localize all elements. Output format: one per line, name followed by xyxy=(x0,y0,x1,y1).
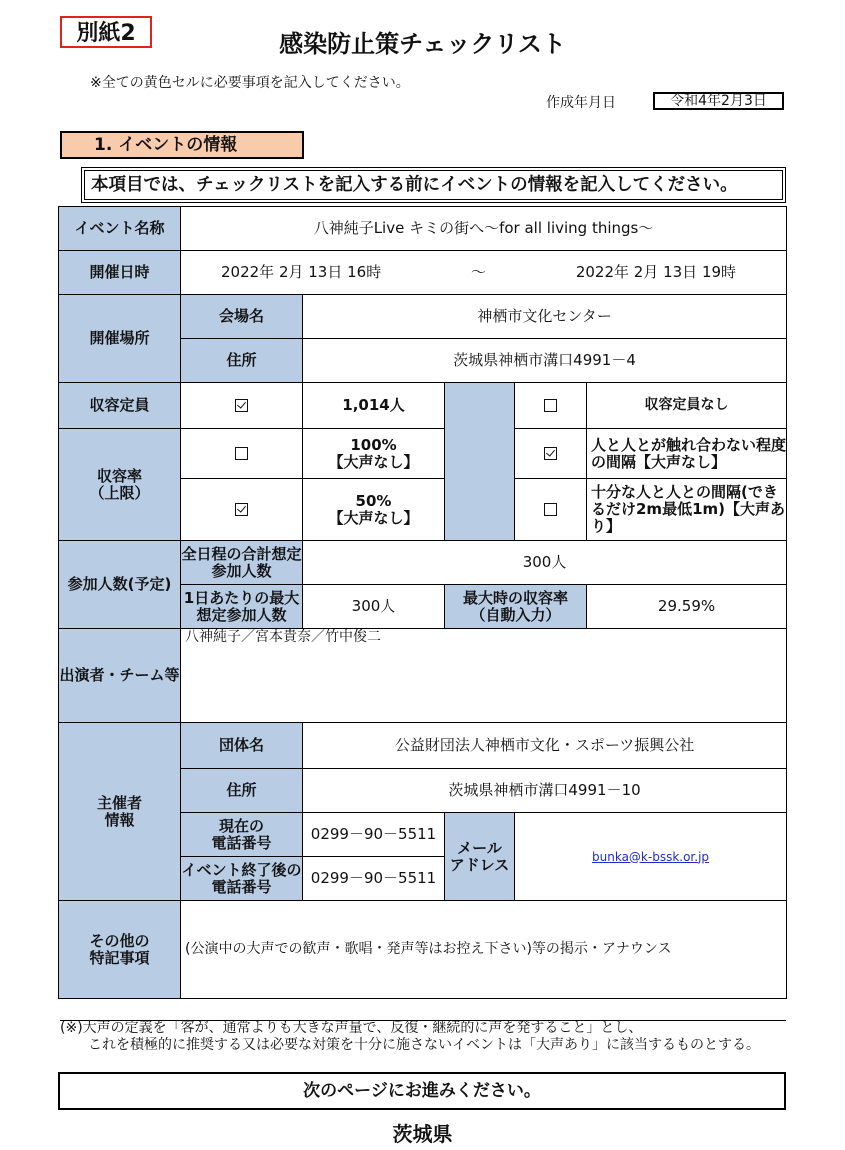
phone-field[interactable]: 0299－90－5511 xyxy=(303,813,445,857)
rate100-checkbox[interactable] xyxy=(235,447,248,460)
venue-address-field[interactable]: 茨城県神栖市溝口4991－4 xyxy=(303,339,787,383)
venue-address-label: 住所 xyxy=(181,339,303,383)
mail-cell xyxy=(515,813,787,901)
rate100-label: 100% 【大声なし】 xyxy=(303,429,445,479)
nocontact-label: 人と人とが触れ合わない程度の間隔【大声なし】 xyxy=(587,429,787,479)
instruction-note: ※全ての黄色セルに必要事項を記入してください。 xyxy=(90,75,410,91)
footnote: (※)大声の定義を「客が、通常よりも大きな声量で、反復・継続的に声を発すること」とし、 これを積極的に推奨する又は必要な対策を十分に施さないイベントは「大声あり」に該当するものとする。 xyxy=(60,1020,760,1053)
other-field[interactable]: (公演中の大声での歓声・歌唱・発声等はお控え下さい)等の掲示・アナウンス xyxy=(181,901,787,999)
no-capacity-checkbox[interactable] xyxy=(544,399,557,412)
no-capacity-checkbox-cell xyxy=(515,383,587,429)
datetime-label: 開催日時 xyxy=(59,251,181,295)
daily-participants-field[interactable]: 300人 xyxy=(303,585,445,629)
org-address-field[interactable]: 茨城県神栖市溝口4991－10 xyxy=(303,769,787,813)
event-name-label: イベント名称 xyxy=(59,207,181,251)
prefecture-name: 茨城県 xyxy=(392,1122,453,1146)
blank-header-cell xyxy=(445,383,515,541)
other-label: その他の 特記事項 xyxy=(59,901,181,999)
distance-label: 十分な人と人との間隔(できるだけ2m最低1m)【大声あり】 xyxy=(587,479,787,541)
datetime-separator: ～ xyxy=(471,263,487,281)
rate50-checkbox[interactable] xyxy=(235,503,248,516)
place-label: 開催場所 xyxy=(59,295,181,383)
max-rate-value: 29.59% xyxy=(587,585,787,629)
next-page-banner: 次のページにお進みください。 xyxy=(58,1072,786,1110)
performers-field[interactable]: 八神純子／宮本貴奈／竹中俊二 xyxy=(181,629,787,723)
org-address-label: 住所 xyxy=(181,769,303,813)
daily-participants-label: 1日あたりの最大想定参加人数 xyxy=(181,585,303,629)
section-heading: 1. イベントの情報 xyxy=(60,131,304,159)
rate100-checkbox-cell xyxy=(181,429,303,479)
max-rate-label: 最大時の収容率 （自動入力） xyxy=(445,585,587,629)
org-name-label: 団体名 xyxy=(181,723,303,769)
start-datetime-field[interactable]: 2022年 2月 13日 16時 xyxy=(221,263,382,281)
event-name-field[interactable]: 八神純子Live キミの街へ～for all living things～ xyxy=(181,207,787,251)
distance-checkbox-cell xyxy=(515,479,587,541)
capacity-field[interactable]: 1,014人 xyxy=(303,383,445,429)
end-datetime-field[interactable]: 2022年 2月 13日 19時 xyxy=(575,263,737,281)
distance-checkbox[interactable] xyxy=(544,503,557,516)
page-title: 感染防止策チェックリスト xyxy=(279,30,566,58)
attachment-stamp: 別紙2 xyxy=(60,16,152,48)
org-name-field[interactable]: 公益財団法人神栖市文化・スポーツ振興公社 xyxy=(303,723,787,769)
participants-label: 参加人数(予定) xyxy=(59,541,181,629)
event-info-table xyxy=(58,206,787,999)
phone-label: 現在の 電話番号 xyxy=(181,813,303,857)
phone-after-label: イベント終了後の 電話番号 xyxy=(181,857,303,901)
venue-label: 会場名 xyxy=(181,295,303,339)
mail-link[interactable]: bunka@k-bssk.or.jp xyxy=(592,849,710,864)
phone-after-field[interactable]: 0299－90－5511 xyxy=(303,857,445,901)
capacity-label: 収容定員 xyxy=(59,383,181,429)
no-capacity-label: 収容定員なし xyxy=(587,383,787,429)
rate50-checkbox-cell xyxy=(181,479,303,541)
total-participants-label: 全日程の合計想定参加人数 xyxy=(181,541,303,585)
total-participants-field[interactable]: 300人 xyxy=(303,541,787,585)
nocontact-checkbox-cell xyxy=(515,429,587,479)
datetime-row xyxy=(181,251,787,295)
mail-label: メール アドレス xyxy=(445,813,515,901)
performers-label: 出演者・チーム等 xyxy=(59,629,181,723)
rate50-label: 50% 【大声なし】 xyxy=(303,479,445,541)
organizer-label: 主催者 情報 xyxy=(59,723,181,901)
capacity-checkbox[interactable] xyxy=(235,399,248,412)
venue-field[interactable]: 神栖市文化センター xyxy=(303,295,787,339)
nocontact-checkbox[interactable] xyxy=(544,447,557,460)
created-date-label: 作成年月日 xyxy=(546,95,616,111)
section-instruction: 本項目では、チェックリストを記入する前にイベントの情報を記入してください。 xyxy=(81,167,786,203)
created-date-field[interactable]: 令和4年2月3日 xyxy=(653,92,784,110)
capacity-checkbox-cell xyxy=(181,383,303,429)
rate-label: 収容率 （上限） xyxy=(59,429,181,541)
